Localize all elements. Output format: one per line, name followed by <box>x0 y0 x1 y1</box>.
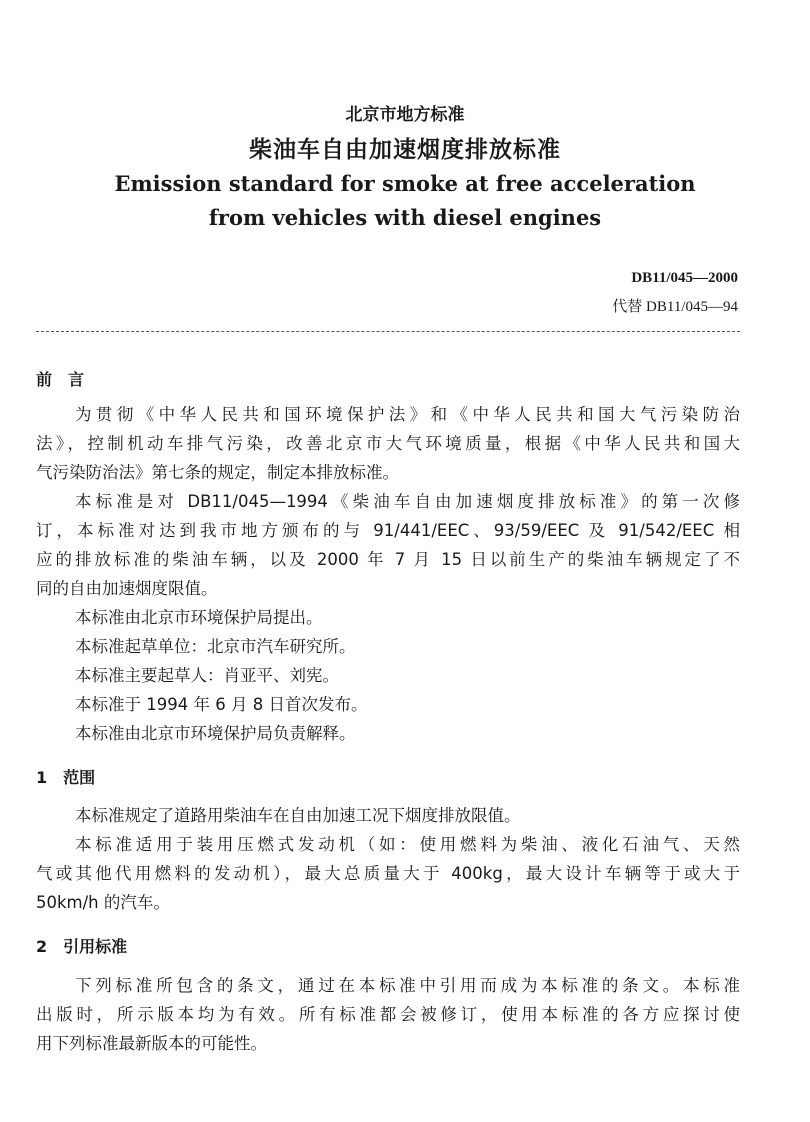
title-english-line1: Emission standard for smoke at free acceleration <box>114 171 696 196</box>
text-line: 气污染防治法》第七条的规定，制定本排放标准。 <box>36 463 399 482</box>
title-english-line2: from vehicles with diesel engines <box>208 205 602 230</box>
text-line: 下列标准所包含的条文，通过在本标准中引用而成为本标准的条文。本标准 <box>75 976 740 995</box>
text-line: 本标准由北京市环境保护局提出。 <box>75 608 323 627</box>
text-line: 本标准主要起草人：肖亚平、刘宪。 <box>75 666 339 685</box>
title-chinese: 柴油车自由加速烟度排放标准 <box>249 137 561 163</box>
section-1-body <box>36 801 740 917</box>
text-line: 本标准于 1994 年 6 月 8 日首次发布。 <box>75 695 368 714</box>
text-line: 本标准起草单位：北京市汽车研究所。 <box>75 637 356 656</box>
text-line: 本标准规定了道路用柴油车在自由加速工况下烟度排放限值。 <box>75 806 521 825</box>
text-line: 本标准是对 DB11/045—1994《柴油车自由加速烟度排放标准》的第一次修 <box>75 492 740 511</box>
text-line: 气或其他代用燃料的发动机），最大总质量大于 400kg，最大设计车辆等于或大于 <box>36 864 740 883</box>
section-2-heading: 2 引用标准 <box>36 937 128 956</box>
foreword-body <box>36 400 740 748</box>
text-line: 法》，控制机动车排气污染，改善北京市大气环境质量，根据《中华人民共和国大 <box>36 434 740 453</box>
text-line: 本标准由北京市环境保护局负责解释。 <box>75 724 356 743</box>
text-line: 用下列标准最新版本的可能性。 <box>36 1034 267 1053</box>
text-line: 50km/h 的汽车。 <box>36 893 170 912</box>
foreword-heading: 前 言 <box>36 370 85 389</box>
section-1-heading: 1 范围 <box>36 768 96 787</box>
section-2-body <box>36 971 740 1058</box>
standard-category: 北京市地方标准 <box>345 105 465 125</box>
divider <box>36 331 740 332</box>
text-line: 为贯彻《中华人民共和国环境保护法》和《中华人民共和国大气污染防治 <box>75 405 740 424</box>
text-line: 同的自由加速烟度限值。 <box>36 579 218 598</box>
text-line: 本标准适用于装用压燃式发动机（如：使用燃料为柴油、液化石油气、天然 <box>75 835 740 854</box>
standard-code: DB11/045—2000 <box>631 270 738 286</box>
text-line: 订，本标准对达到我市地方颁布的与 91/441/EEC、93/59/EEC 及 91/542/EEC 相 <box>36 521 740 540</box>
text-line: 应的排放标准的柴油车辆，以及 2000 年 7 月 15 日以前生产的柴油车辆规定了不 <box>36 550 740 569</box>
text-line: 出版时，所示版本均为有效。所有标准都会被修订，使用本标准的各方应探讨使 <box>36 1005 740 1024</box>
replaces-code: 代替 DB11/045—94 <box>612 299 738 315</box>
